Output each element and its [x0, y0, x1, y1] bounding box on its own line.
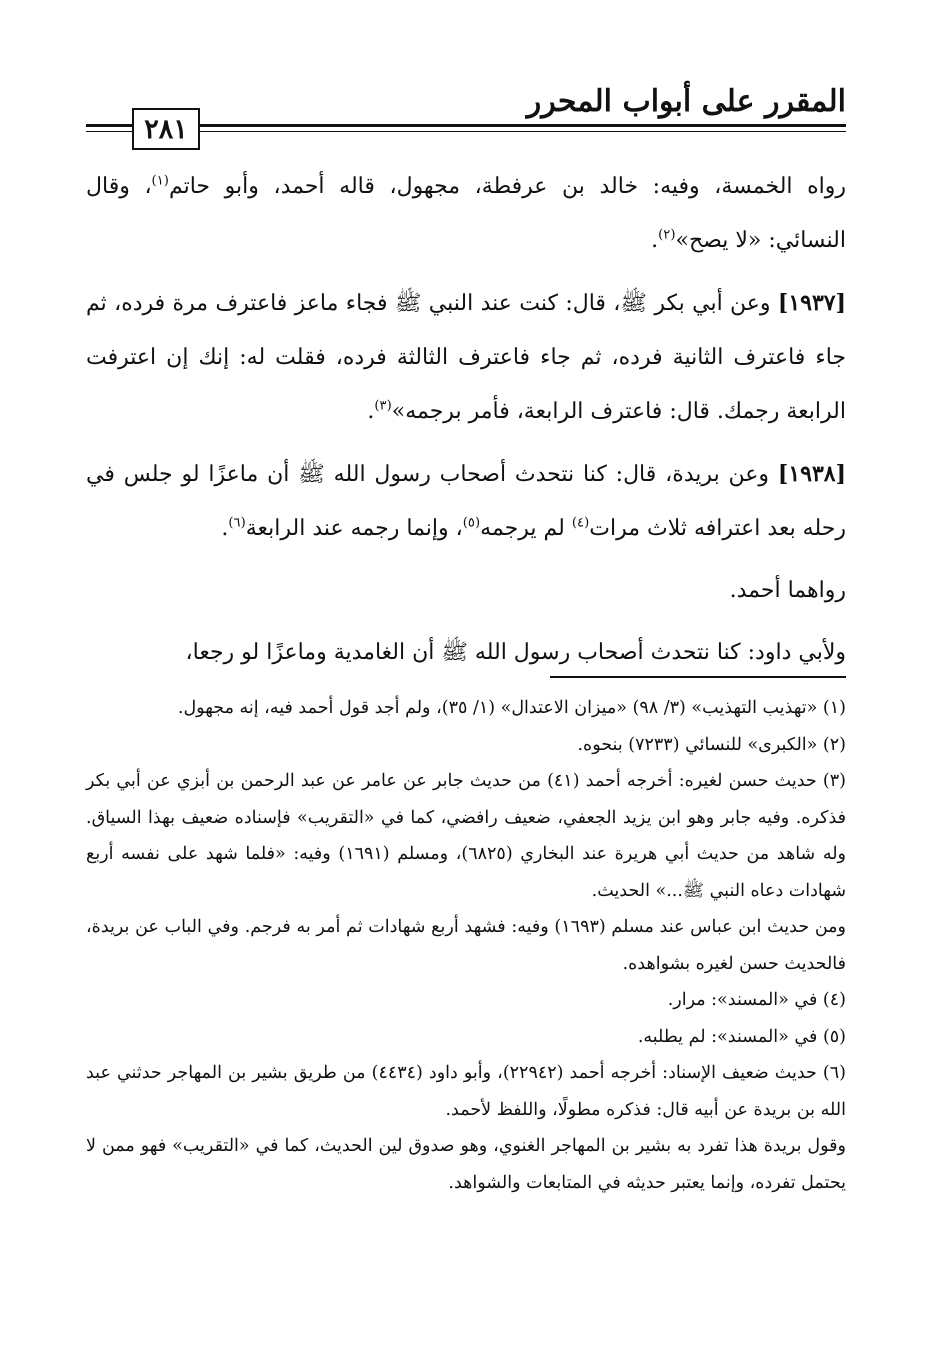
main-text — [86, 160, 846, 688]
paragraph-attribution: رواهما أحمد. — [729, 578, 846, 603]
footnote-ref-4: (٤) — [571, 515, 590, 531]
hadith-number: [١٩٣٧] — [777, 290, 846, 316]
footnotes — [86, 690, 846, 1201]
footnote-ref-5: (٥) — [462, 515, 481, 531]
footnote-3: (٣) حديث حسن لغيره: أخرجه أحمد (٤١) من حديث جابر عن عامر عن عبد الرحمن بن أبزي عن أبي بكر فذكره. وفيه جابر وهو ابن يزيد الجعفي، ضعيف رافضي، كما في «التقريب» فإسناده ضعيف بهذا السياق. وله شاهد من حديث أبي هريرة عند البخاري (٦٨٢٥)، ومسلم (١٦٩١) وفيه: «فلما شهد على نفسه أربع شهادات دعاه النبي ﷺ...» الحديث. — [86, 771, 846, 901]
header-rule — [86, 124, 846, 127]
hadith-number: [١٩٣٨] — [777, 461, 846, 487]
footnote-ref-3: (٣) — [374, 398, 392, 414]
page-number: ٢٨١ — [132, 108, 200, 150]
footnote-5: (٥) في «المسند»: لم يطلبه. — [637, 1026, 846, 1047]
footnote-2: (٢) «الكبرى» للنسائي (٧٢٣٣) بنحوه. — [577, 734, 846, 755]
paragraph-abu-dawud: ولأبي داود: كنا نتحدث أصحاب رسول الله ﷺ أن الغامدية وماعزًا لو رجعا، — [185, 640, 846, 665]
footnote-6: (٦) حديث ضعيف الإسناد: أخرجه أحمد (٢٢٩٤٢)، وأبو داود (٤٤٣٤) من طريق بشير بن المهاجر حدثني عبد الله بن بريدة عن أبيه قال: فذكره مطولًا، واللفظ لأحمد. — [86, 1063, 846, 1120]
footnote-ref-6: (٦) — [228, 515, 246, 531]
header-rule-thin — [86, 131, 846, 132]
hadith-1937: [١٩٣٧] وعن أبي بكر ﷺ، قال: كنت عند النبي ﷺ فجاء ماعز فاعترف مرة فرده، ثم جاء فاعترف الثانية فرده، ثم جاء فاعترف الثالثة فرده، فقلت له: إنك إن اعترفت الرابعة رجمك. قال: فاعترف الرابعة، فأمر برجمه»$^{(٣)}$. — [86, 290, 846, 424]
footnote-separator — [550, 676, 846, 678]
footnote-1: (١) «تهذيب التهذيب» (٣/ ٩٨) «ميزان الاعتدال» (١/ ٣٥)، ولم أجد قول أحمد فيه، إنه مجهول. — [177, 698, 846, 718]
running-header-title: المقرر على أبواب المحرر — [526, 84, 846, 119]
footnote-4: (٤) في «المسند»: مرار. — [667, 990, 846, 1010]
paragraph-narration: رواه الخمسة، وفيه: خالد بن عرفطة، مجهول، قاله أحمد، وأبو حاتم$^{(١)}$، وقال النسائي: «لا يصح»$^{(٢)}$. — [86, 173, 847, 253]
footnote-ref-2: (٢) — [658, 227, 676, 243]
footnote-6-continued: وقول بريدة هذا تفرد به بشير بن المهاجر الغنوي، وهو صدوق لين الحديث، كما في «التقريب» فهو ممن لا يحتمل تفرده، وإنما يعتبر حديثه في المتابعات والشواهد. — [86, 1136, 846, 1193]
footnote-3-continued: ومن حديث ابن عباس عند مسلم (١٦٩٣) وفيه: فشهد أربع شهادات ثم أمر به فرجم. وفي الباب عن بريدة، فالحديث حسن لغيره بشواهده. — [86, 917, 846, 974]
footnote-ref-1: (١) — [151, 173, 169, 189]
hadith-1938: [١٩٣٨] وعن بريدة، قال: كنا نتحدث أصحاب رسول الله ﷺ أن ماعزًا لو جلس في رحله بعد اعترافه ثلاث مرات$^{(٤)}$ لم يرجمه$^{(٥)}$، وإنما رجمه عند الرابعة$^{(٦)}$. — [86, 461, 846, 541]
